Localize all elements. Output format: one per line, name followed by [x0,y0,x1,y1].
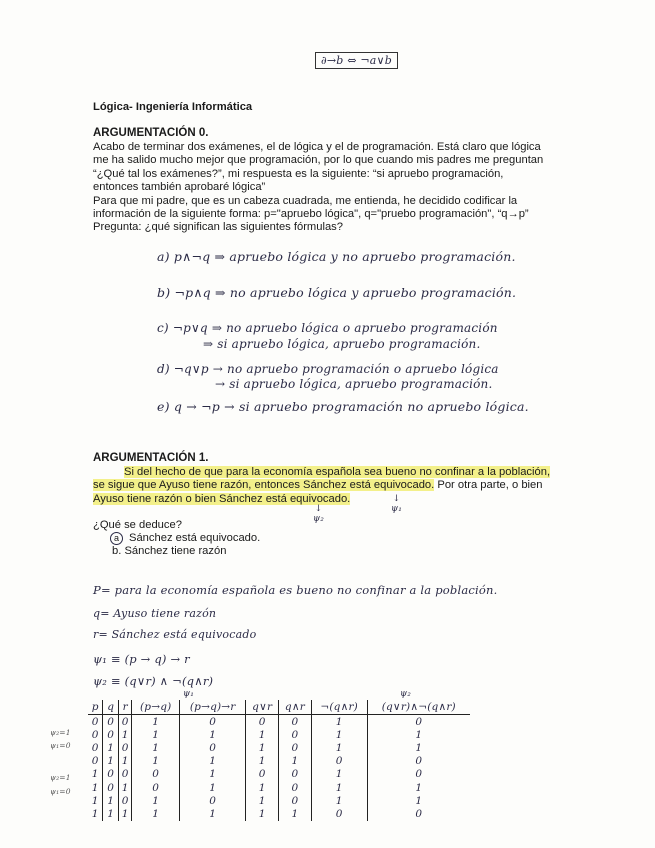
table-cell: 0 [367,807,470,820]
table-cell: 0 [132,781,180,794]
arg1-line3: Ayuso tiene razón o bien Sánchez está equivocado. [93,492,351,505]
truth-table-header [88,700,470,715]
table-cell: 1 [311,768,367,781]
note-psi1: ψ₁ ≡ (p → q) → r [93,652,190,666]
table-cell: 1 [132,794,180,807]
table-cell: 1 [279,755,312,768]
th-not-q-and-r: ¬(q∧r) [311,700,367,715]
table-cell: 0 [103,768,119,781]
arg1-text [93,466,563,506]
table-cell: 1 [132,728,180,741]
table-cell: 0 [246,768,279,781]
table-cell: 1 [119,755,132,768]
table-cell: 0 [91,741,99,754]
table-row [88,728,470,741]
table-cell: 0 [279,728,312,741]
arg1-title: ARGUMENTACIÓN 1. [93,452,209,464]
table-cell: 0 [119,741,132,754]
table-cell: 1 [311,741,367,754]
table-cell: 0 [132,768,180,781]
answer-d-note: → si apruebo lógica, apruebo programación. [215,377,493,391]
table-cell: 0 [367,755,470,768]
table-cell: 1 [132,755,180,768]
table-row [88,768,470,781]
arg0-line: Para que mi padre, que es un cabeza cuadrada, me entienda, he decidido codificar la [93,194,518,207]
table-row [88,715,470,729]
margin-note-psi2: ψ₂=1 [50,728,71,737]
table-psi1-label: ψ₁ [183,689,195,699]
answer-c: c) ¬p∨q ⇒ no apruebo lógica o apruebo programación [157,321,498,335]
table-cell: 0 [180,715,246,729]
table-psi2-label: ψ₂ [400,689,412,699]
answer-e: e) q → ¬p → si apruebo programación no apruebo lógica. [157,399,529,414]
table-cell: 0 [103,781,119,794]
table-cell: 1 [246,755,279,768]
course-title: Lógica- Ingeniería Informática [93,101,253,113]
note-p: P= para la economía española es bueno no confinar a la población. [93,583,498,597]
table-cell: 0 [91,755,99,768]
arg0-text [93,141,563,235]
table-cell: 1 [180,807,246,820]
table-cell: 1 [246,728,279,741]
margin-note-psi2-b: ψ₂=1 [50,773,71,782]
arg1-line [93,466,563,479]
option-a-circle [110,532,123,545]
table-cell: 1 [103,794,119,807]
arg0-line: me ha salido mucho mejor que programación, por lo que cuando mis padres me preguntan [93,154,544,167]
arg1-line2-rest: Por otra parte, o bien [434,479,543,492]
arg0-title: ARGUMENTACIÓN 0. [93,127,209,139]
table-cell: 1 [91,807,99,820]
table-cell: 1 [367,741,470,754]
table-cell: 1 [311,728,367,741]
option-a-text: Sánchez está equivocado. [129,532,261,544]
table-cell: 1 [279,807,312,820]
table-cell: 1 [180,728,246,741]
arg0-line: “¿Qué tal los exámenes?”, mi respuesta es la siguiente: “si apruebo programación, [93,167,504,180]
arg1-line [93,493,563,506]
th-psi1: (p→q)→r [180,700,246,715]
table-cell: 1 [311,715,367,729]
table-cell: 1 [311,794,367,807]
option-b: b. Sánchez tiene razón [112,545,227,557]
table-cell: 0 [367,768,470,781]
table-cell: 0 [311,807,367,820]
table-row [88,741,470,754]
th-q-and-r: q∧r [279,700,312,715]
table-cell: 0 [246,715,279,729]
th-q: q [103,700,119,715]
psi1-mark: ψ₁ [391,504,403,514]
table-cell: 1 [246,781,279,794]
arg1-line2-highlight: se sigue que Ayuso tiene razón, entonces Sánchez está equivocado. [93,479,435,492]
table-cell: 0 [279,781,312,794]
table-cell: 1 [91,768,99,781]
table-cell: 0 [103,715,119,729]
arg1-line1: Si del hecho de que para la economía española sea bueno no confinar a la población, [124,466,551,478]
table-cell: 0 [279,741,312,754]
table-row [88,794,470,807]
table-cell: 0 [103,728,119,741]
table-cell: 0 [180,741,246,754]
note-q: q= Ayuso tiene razón [93,607,217,620]
table-cell: 1 [91,781,99,794]
table-row [88,781,470,794]
th-p-implies-q: (p→q) [132,700,180,715]
table-cell: 1 [91,794,99,807]
arg1-question: ¿Qué se deduce? [93,519,182,531]
table-cell: 0 [279,715,312,729]
arg0-line: entonces también aprobaré lógica” [93,181,266,194]
table-cell: 1 [367,781,470,794]
table-cell: 1 [103,741,119,754]
arg1-line [93,479,563,492]
table-cell: 1 [103,807,119,820]
margin-note-psi1-b: ψ₁=0 [50,787,71,796]
table-cell: 1 [132,807,180,820]
option-a [110,532,260,545]
table-cell: 0 [279,794,312,807]
th-q-or-r: q∨r [246,700,279,715]
table-cell: 0 [119,768,132,781]
table-row [88,755,470,768]
table-cell: 1 [103,755,119,768]
table-cell: 1 [132,715,180,729]
table-cell: 1 [119,781,132,794]
table-cell: 0 [279,768,312,781]
psi2-arrow: ↓ ψ₂ [313,504,325,524]
table-cell: 1 [180,768,246,781]
answer-a: a) p∧¬q ⇒ apruebo lógica y no apruebo programación. [157,249,516,264]
answer-d: d) ¬q∨p → no apruebo programación o apruebo lógica [157,362,499,376]
table-cell: 1 [132,741,180,754]
table-cell: 1 [367,794,470,807]
table-cell: 0 [91,715,99,728]
arg0-line: Pregunta: ¿qué significan las siguientes fórmulas? [93,221,343,234]
note-psi2: ψ₂ ≡ (q∨r) ∧ ¬(q∧r) [93,674,214,688]
table-cell: 1 [367,728,470,741]
th-psi2: (q∨r)∧¬(q∧r) [367,700,470,715]
margin-note-psi1: ψ₁=0 [50,741,71,750]
table-cell: 1 [119,728,132,741]
table-cell: 1 [180,781,246,794]
table-cell: 1 [311,781,367,794]
note-r: r= Sánchez está equivocado [93,628,257,641]
table-cell: 0 [367,715,470,729]
answer-b: b) ¬p∧q ⇒ no apruebo lógica y apruebo programación. [157,285,517,300]
table-cell: 1 [180,755,246,768]
table-cell: 1 [246,807,279,820]
table-cell: 1 [246,794,279,807]
table-cell: 1 [246,741,279,754]
truth-table-body [88,715,470,821]
psi2-mark: ψ₂ [313,514,325,524]
table-cell: 0 [119,715,132,729]
table-cell: 1 [119,807,132,820]
th-p: p [88,700,103,715]
truth-table [88,700,470,821]
option-a-letter: a [113,533,119,543]
th-r: r [119,700,132,715]
psi1-arrow: ↓ ψ₁ [391,494,403,514]
answer-c-note: ⇒ si apruebo lógica, apruebo programación. [203,337,481,351]
table-cell: 0 [119,794,132,807]
table-cell: 0 [311,755,367,768]
arg0-line: información de la siguiente forma: p="apruebo lógica", q="pruebo programación", “q→p” [93,208,529,221]
table-cell: 0 [180,794,246,807]
top-boxed-note: ∂→b ⇔ ¬a∨b [315,52,398,69]
table-row [88,807,470,820]
arg0-line: Acabo de terminar dos exámenes, el de lógica y el de programación. Está claro que lógica [93,141,541,153]
table-cell: 0 [91,728,99,741]
